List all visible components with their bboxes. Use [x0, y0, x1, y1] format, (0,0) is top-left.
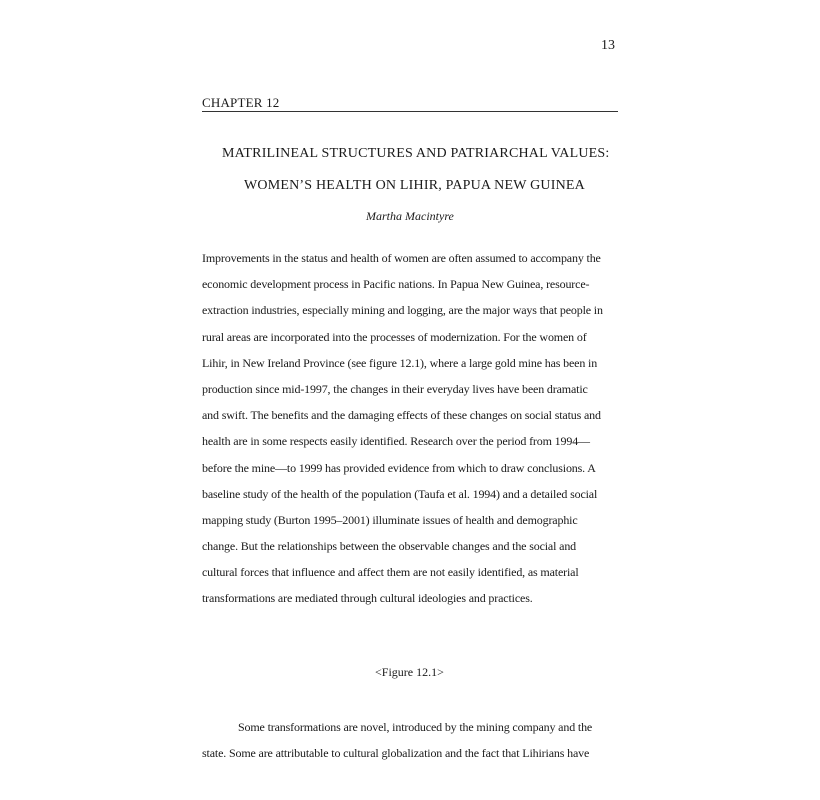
- text-line: health are in some respects easily identified. Research over the period from 1994—: [202, 434, 590, 449]
- text-line: mapping study (Burton 1995–2001) illuminate issues of health and demographic: [202, 512, 578, 527]
- chapter-heading: CHAPTER 12: [202, 95, 280, 110]
- text-line: Lihir, in New Ireland Province (see figure 12.1), where a large gold mine has been in: [202, 355, 598, 370]
- body-paragraph-1: [202, 250, 622, 617]
- text-line: economic development process in Pacific nations. In Papua New Guinea, resource-: [202, 277, 590, 292]
- chapter-rule: [202, 111, 618, 112]
- author-name: Martha Macintyre: [366, 209, 454, 223]
- text-line: cultural forces that influence and affect them are not easily identified, as material: [202, 565, 579, 580]
- text-line: state. Some are attributable to cultural globalization and the fact that Lihirians have: [202, 746, 590, 761]
- page-number: 13: [601, 38, 615, 53]
- text-line: baseline study of the health of the population (Taufa et al. 1994) and a detailed social: [202, 486, 598, 501]
- text-line: transformations are mediated through cultural ideologies and practices.: [202, 591, 533, 606]
- text-line: rural areas are incorporated into the processes of modernization. For the women of: [202, 329, 587, 344]
- text-line: extraction industries, especially mining and logging, are the major ways that people in: [202, 303, 603, 318]
- text-line: production since mid-1997, the changes in their everyday lives have been dramatic: [202, 381, 588, 396]
- text-line: change. But the relationships between the observable changes and the social and: [202, 539, 577, 554]
- figure-placeholder: <Figure 12.1>: [375, 665, 444, 679]
- text-line: Some transformations are novel, introduced by the mining company and the: [238, 720, 593, 734]
- chapter-title-line-2: WOMEN’S HEALTH ON LIHIR, PAPUA NEW GUINEA: [244, 178, 585, 193]
- text-line: Improvements in the status and health of women are often assumed to accompany the: [202, 251, 601, 265]
- text-line: before the mine—to 1999 has provided evidence from which to draw conclusions. A: [202, 460, 596, 475]
- body-paragraph-2: [202, 719, 622, 771]
- text-line: and swift. The benefits and the damaging effects of these changes on social status and: [202, 408, 601, 423]
- chapter-title-line-1: MATRILINEAL STRUCTURES AND PATRIARCHAL VALUES:: [222, 146, 610, 161]
